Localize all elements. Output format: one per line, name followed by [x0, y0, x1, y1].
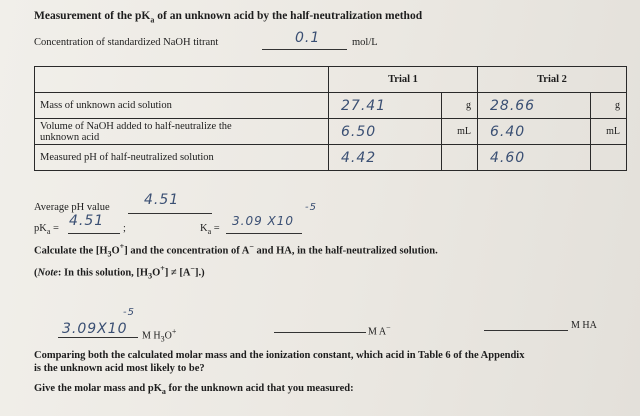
question-comparing: Comparing both the calculated molar mass and the ionization constant, which acid in Table 6 of the Appendix is the unknown acid most likely to be?	[34, 350, 525, 374]
h3o-unit: M $H_3O^+$	[142, 327, 177, 344]
calculate-instruction: Calculate the $[H_3O^+]$ and the concentration of A− and HA, in the half-neutralized solution.	[34, 242, 438, 259]
trial1-volume: 6.50	[341, 123, 377, 140]
ka-blank	[226, 233, 302, 234]
row-label: Volume of NaOH added to half-neutralize the unknown acid	[40, 120, 232, 143]
h3o-exponent: -5	[123, 307, 135, 318]
page-title: Measurement of the $pK_a$ of an unknown acid by the half-neutralization method	[34, 10, 423, 25]
average-ph-value: 4.51	[144, 192, 180, 208]
ka-exponent: -5	[305, 202, 317, 213]
concentration-label: Concentration of standardized NaOH titrant	[34, 37, 219, 48]
unit-label: g	[591, 93, 627, 119]
note-text: (Note: In this solution, $[H_3O^+] \ne [A^-]$.)	[34, 264, 205, 281]
row-label: Measured pH of half-neutralized solution	[35, 145, 329, 171]
row-label: Mass of unknown acid solution	[35, 93, 329, 119]
concentration-unit: mol/L	[352, 37, 378, 48]
pka-separator: ;	[123, 223, 126, 234]
unit-label: mL	[442, 119, 478, 145]
trial1-ph: 4.42	[341, 149, 377, 166]
h3o-value: 3.09X10	[62, 321, 128, 337]
h3o-blank	[58, 337, 138, 338]
ka-label: $K_a$ =	[200, 223, 220, 237]
table-row	[35, 119, 627, 145]
table-row	[35, 93, 627, 119]
ha-blank	[484, 330, 568, 331]
a-minus-blank	[274, 332, 366, 333]
pka-value: 4.51	[69, 213, 105, 229]
trial2-header: Trial 2	[478, 67, 627, 93]
trial2-ph: 4.60	[490, 149, 526, 166]
trial1-mass: 27.41	[341, 97, 387, 114]
unit-label: g	[442, 93, 478, 119]
pka-blank	[68, 233, 120, 234]
average-ph-label: Average pH value	[34, 202, 110, 213]
unit-label: mL	[591, 119, 627, 145]
table-header-row	[35, 67, 627, 93]
concentration-blank	[262, 49, 347, 50]
concentration-value: 0.1	[295, 30, 321, 46]
trial1-header: Trial 1	[329, 67, 478, 93]
table-row	[35, 145, 627, 171]
data-table	[34, 66, 627, 171]
ha-unit: M HA	[571, 320, 597, 331]
pka-label: $pK_a$ =	[34, 223, 59, 237]
question-molar-mass: Give the molar mass and $pK_a$ for the unknown acid that you measured:	[34, 383, 354, 397]
trial2-mass: 28.66	[490, 97, 536, 114]
ka-value: 3.09 X10	[232, 214, 295, 228]
a-minus-unit: M A−	[368, 323, 391, 338]
average-ph-blank	[128, 213, 212, 214]
trial2-volume: 6.40	[490, 123, 526, 140]
